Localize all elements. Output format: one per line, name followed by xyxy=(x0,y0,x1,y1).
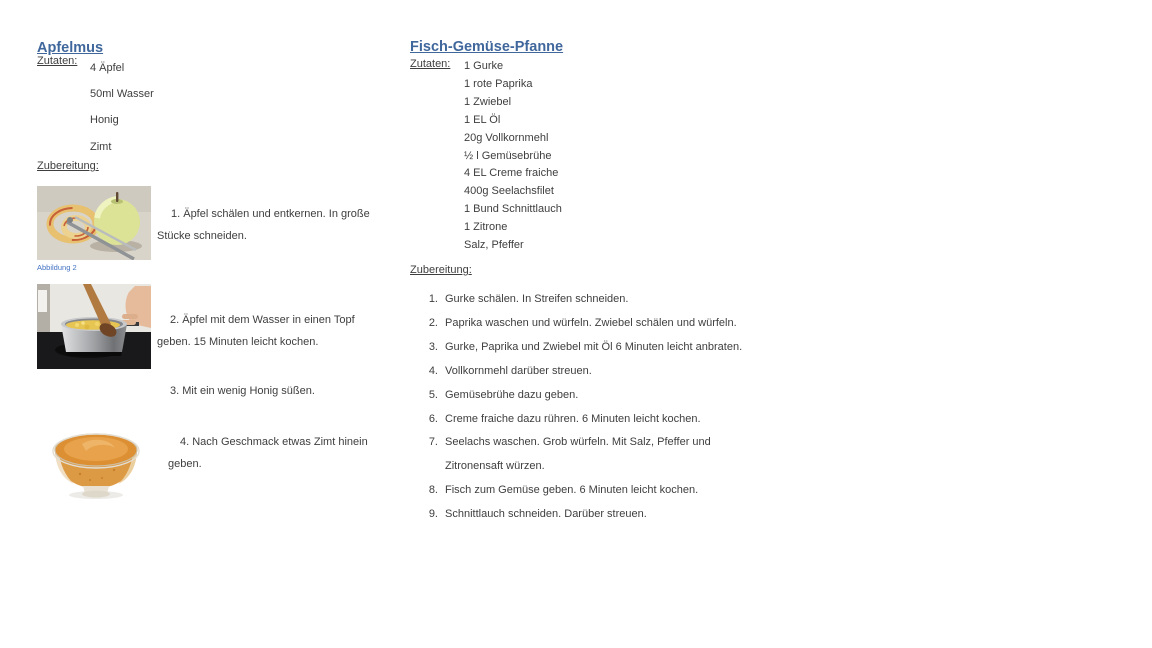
step-number: 7. xyxy=(428,436,438,449)
ingredient-item: 1 Gurke xyxy=(464,60,504,72)
step-text: Vollkornmehl darüber streuen. xyxy=(445,364,592,377)
preparation-label-fisch: Zubereitung: xyxy=(410,264,472,276)
preparation-step-1: 1. Äpfel schälen und entkernen. In große Stücke schneiden. xyxy=(157,208,370,242)
step-text: Creme fraiche dazu rühren. 6 Minuten leicht kochen. xyxy=(445,412,701,425)
step-number: 5. xyxy=(428,388,438,401)
ingredient-item: 50ml Wasser xyxy=(90,88,154,101)
preparation-label-apfelmus: Zubereitung: xyxy=(37,160,99,172)
step-number: 6. xyxy=(428,412,438,425)
step-item xyxy=(424,336,760,360)
ingredient-item: 1 Zitrone xyxy=(464,221,508,234)
step-item xyxy=(424,288,760,312)
step-number: 4. xyxy=(428,364,438,377)
recipe-title-fisch-gemuese-pfanne: Fisch-Gemüse-Pfanne xyxy=(410,38,564,55)
ingredient-item: 4 Äpfel xyxy=(90,62,125,74)
preparation-steps-fisch xyxy=(424,288,760,527)
ingredient-item: 1 EL Öl xyxy=(464,113,501,126)
ingredients-label-apfelmus: Zutaten: xyxy=(37,55,78,67)
ingredient-item: 1 rote Paprika xyxy=(464,77,533,90)
ingredient-item: 400g Seelachsfilet xyxy=(464,185,554,198)
preparation-step-2: 2. Äpfel mit dem Wasser in einen Topf geben. 15 Minuten leicht kochen. xyxy=(157,314,355,348)
step-item xyxy=(424,360,760,384)
ingredient-item: 4 EL Creme fraiche xyxy=(464,167,559,180)
step-text: Fisch zum Gemüse geben. 6 Minuten leicht kochen. xyxy=(445,484,699,497)
step-number: 3. xyxy=(428,340,438,353)
recipe-title-apfelmus: Apfelmus xyxy=(37,39,104,56)
applesauce-bowl-image xyxy=(52,422,140,500)
ingredient-item: ½ l Gemüsebrühe xyxy=(464,149,552,162)
step-text: Schnittlauch schneiden. Darüber streuen. xyxy=(445,508,647,521)
step-item xyxy=(424,312,760,336)
step-item xyxy=(424,384,760,408)
ingredients-list-fisch xyxy=(464,58,562,255)
figure-caption: Abbildung 2 xyxy=(37,263,77,272)
apple-peeling-image xyxy=(37,186,151,260)
step-number: 9. xyxy=(428,508,438,521)
ingredient-item: Zimt xyxy=(90,140,112,153)
step-item xyxy=(424,408,760,432)
step-number: 1. xyxy=(428,293,438,305)
ingredients-label-fisch: Zutaten: xyxy=(410,58,451,70)
ingredient-item: 1 Bund Schnittlauch xyxy=(464,203,562,216)
step-number: 2. xyxy=(428,316,438,329)
step-item xyxy=(424,503,760,527)
ingredient-item: 20g Vollkornmehl xyxy=(464,131,549,144)
step-item xyxy=(424,431,760,479)
preparation-step-4: 4. Nach Geschmack etwas Zimt hinein geben. xyxy=(168,436,368,470)
step-text: Gurke schälen. In Streifen schneiden. xyxy=(445,293,629,305)
step-text: Gurke, Paprika und Zwiebel mit Öl 6 Minuten leicht anbraten. xyxy=(445,340,743,353)
ingredient-item: 1 Zwiebel xyxy=(464,95,512,108)
preparation-step-3: 3. Mit ein wenig Honig süßen. xyxy=(170,385,315,397)
ingredient-item: Salz, Pfeffer xyxy=(464,239,524,252)
step-text: Paprika waschen und würfeln. Zwiebel schälen und würfeln. xyxy=(445,316,737,329)
ingredient-item: Honig xyxy=(90,114,119,127)
step-text: Gemüsebrühe dazu geben. xyxy=(445,388,579,401)
step-item xyxy=(424,479,760,503)
step-text: Seelachs waschen. Grob würfeln. Mit Salz, Pfeffer und Zitronensaft würzen. xyxy=(445,436,711,473)
applesauce-bowl-photo xyxy=(52,422,140,500)
cooking-pot-image xyxy=(37,284,151,369)
apple-peeling-photo xyxy=(37,186,151,260)
step-number: 8. xyxy=(428,484,438,497)
cooking-pot-photo xyxy=(37,284,151,369)
ingredients-list-apfelmus xyxy=(90,55,154,160)
